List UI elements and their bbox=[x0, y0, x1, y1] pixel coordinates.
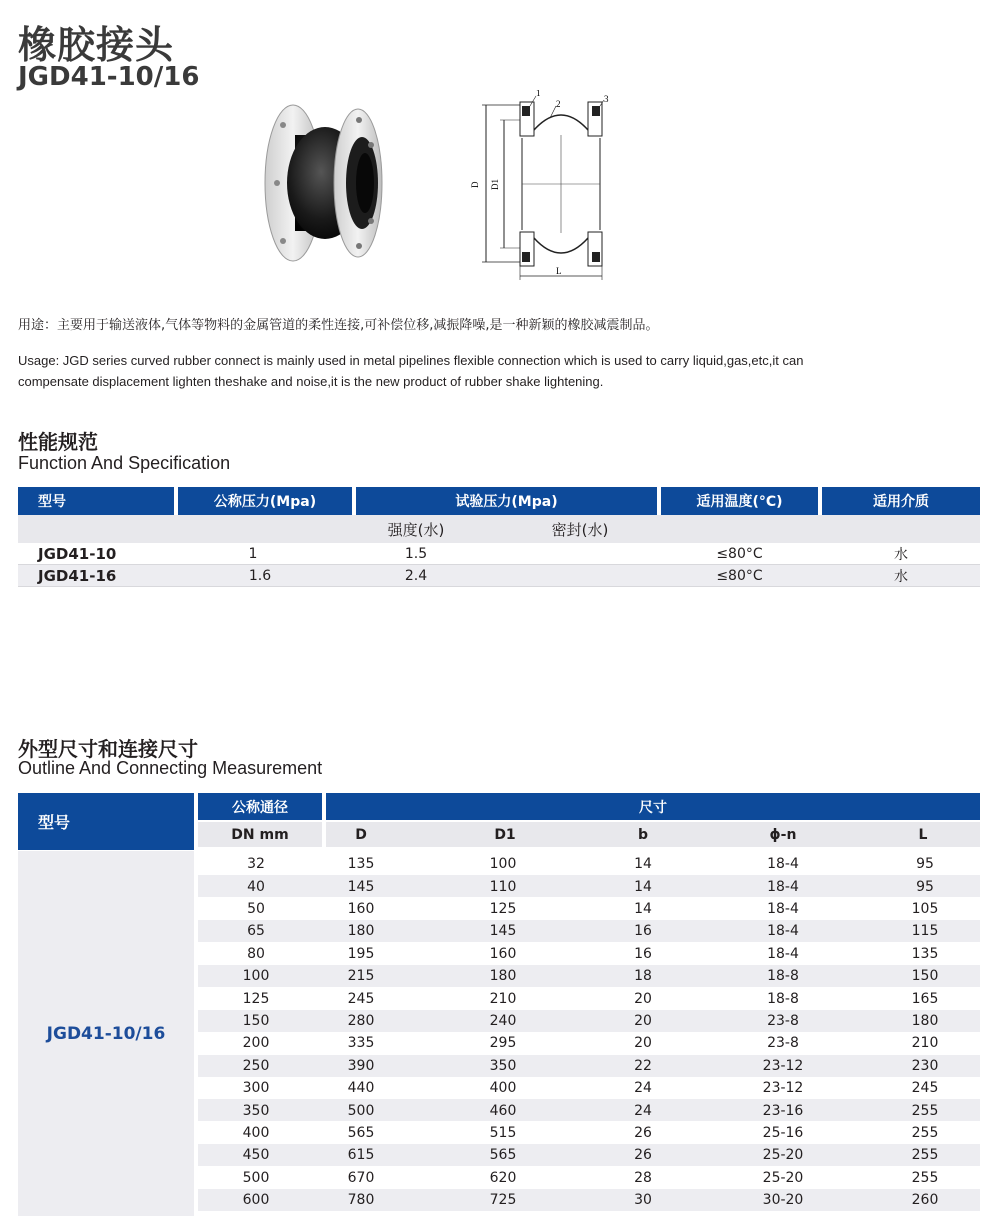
label-2: 2 bbox=[556, 99, 561, 109]
table-cell: 500 bbox=[242, 1169, 270, 1186]
table-cell: 245 bbox=[911, 1080, 939, 1097]
table-cell: 20 bbox=[634, 1035, 652, 1052]
label-1: 1 bbox=[536, 90, 541, 98]
table-row bbox=[198, 1144, 980, 1166]
table-cell: 18-4 bbox=[767, 856, 799, 873]
table-cell: 65 bbox=[247, 923, 265, 940]
product-photo bbox=[255, 95, 390, 275]
table-cell: 100 bbox=[242, 968, 270, 985]
table-cell: 24 bbox=[634, 1080, 652, 1097]
table-cell: 250 bbox=[242, 1057, 270, 1074]
table-cell: 350 bbox=[242, 1102, 270, 1119]
table-cell: 165 bbox=[911, 990, 939, 1007]
table-cell: 95 bbox=[916, 856, 934, 873]
table-cell: 440 bbox=[347, 1080, 375, 1097]
usage-en-line2: compensate displacement lighten theshake and noise,it is the new product of rubber shake lightening. bbox=[18, 374, 604, 389]
table-row bbox=[198, 1167, 980, 1189]
table-cell: 25-20 bbox=[762, 1169, 804, 1186]
dim-model-cell bbox=[18, 851, 194, 1216]
table-cell: 125 bbox=[242, 990, 270, 1007]
spec-cell-model: JGD41-10 bbox=[38, 544, 117, 563]
table-cell: 450 bbox=[242, 1147, 270, 1164]
usage-cn: 用途：主要用于输送液体,气体等物料的金属管道的柔性连接,可补偿位移,减振降噪,是一种新颖的橡胶减震制品。 bbox=[18, 318, 659, 333]
table-cell: 110 bbox=[489, 878, 517, 895]
table-cell: 670 bbox=[347, 1169, 375, 1186]
table-cell: 135 bbox=[347, 856, 375, 873]
spec-cell-medium: 水 bbox=[894, 568, 908, 585]
table-cell: 18-4 bbox=[767, 923, 799, 940]
table-cell: 255 bbox=[911, 1102, 939, 1119]
table-cell: 18-4 bbox=[767, 878, 799, 895]
table-row bbox=[198, 987, 980, 1009]
table-cell: 14 bbox=[634, 878, 652, 895]
spec-cell-model: JGD41-16 bbox=[38, 566, 117, 585]
usage-en bbox=[18, 350, 978, 392]
spec-cell-temp: ≤80°C bbox=[716, 545, 763, 562]
usage-en-line1: Usage: JGD series curved rubber connect is mainly used in metal pipelines flexible connection which is used to carry liquid,gas,etc,it can bbox=[18, 353, 804, 368]
table-cell: 280 bbox=[347, 1012, 375, 1029]
table-cell: 23-8 bbox=[767, 1035, 799, 1052]
table-cell: 150 bbox=[242, 1012, 270, 1029]
table-cell: 18 bbox=[634, 968, 652, 985]
dim-col-D: D bbox=[355, 826, 367, 843]
table-row bbox=[198, 965, 980, 987]
table-cell: 95 bbox=[916, 878, 934, 895]
spec-sub-strength: 强度(水) bbox=[387, 520, 445, 539]
table-row bbox=[198, 943, 980, 965]
table-row bbox=[198, 853, 980, 875]
table-cell: 255 bbox=[911, 1169, 939, 1186]
table-row bbox=[198, 1032, 980, 1054]
table-row bbox=[198, 1189, 980, 1211]
spec-header-pressure: 公称压力(Mpa) bbox=[178, 487, 352, 515]
table-cell: 230 bbox=[911, 1057, 939, 1074]
table-cell: 105 bbox=[911, 900, 939, 917]
table-cell: 26 bbox=[634, 1147, 652, 1164]
technical-drawing bbox=[470, 90, 620, 285]
table-cell: 23-12 bbox=[762, 1057, 804, 1074]
table-cell: 18-8 bbox=[767, 990, 799, 1007]
dim-col-phi-n: ϕ-n bbox=[769, 826, 797, 843]
table-cell: 400 bbox=[489, 1080, 517, 1097]
table-cell: 260 bbox=[911, 1192, 939, 1209]
dim-col-D1: D1 bbox=[494, 826, 516, 843]
dim-col-L: L bbox=[918, 826, 928, 843]
table-cell: 40 bbox=[247, 878, 265, 895]
table-cell: 23-8 bbox=[767, 1012, 799, 1029]
spec-header-test-pressure: 试验压力(Mpa) bbox=[356, 487, 657, 515]
table-row bbox=[198, 875, 980, 897]
table-cell: 145 bbox=[489, 923, 517, 940]
table-cell: 26 bbox=[634, 1124, 652, 1141]
table-cell: 18-4 bbox=[767, 900, 799, 917]
table-cell: 30-20 bbox=[762, 1192, 804, 1209]
table-cell: 255 bbox=[911, 1147, 939, 1164]
dim-col-b: b bbox=[637, 826, 649, 843]
table-cell: 22 bbox=[634, 1057, 652, 1074]
table-cell: 145 bbox=[347, 878, 375, 895]
dim-col-dn: DN mm bbox=[198, 822, 322, 847]
table-cell: 50 bbox=[247, 900, 265, 917]
table-cell: 460 bbox=[489, 1102, 517, 1119]
table-cell: 500 bbox=[347, 1102, 375, 1119]
table-row bbox=[198, 1122, 980, 1144]
table-cell: 23-12 bbox=[762, 1080, 804, 1097]
spec-title-cn: 性能规范 bbox=[18, 430, 98, 454]
table-cell: 240 bbox=[489, 1012, 517, 1029]
table-cell: 615 bbox=[347, 1147, 375, 1164]
table-cell: 24 bbox=[634, 1102, 652, 1119]
table-cell: 350 bbox=[489, 1057, 517, 1074]
spec-cell-medium: 水 bbox=[894, 546, 908, 563]
label-D1: D1 bbox=[490, 179, 500, 190]
dim-header-size: 尺寸 bbox=[326, 793, 980, 820]
spec-header-model: 型号 bbox=[18, 487, 174, 515]
dim-title-en: Outline And Connecting Measurement bbox=[18, 758, 323, 778]
spec-title-en: Function And Specification bbox=[18, 453, 231, 473]
table-cell: 300 bbox=[242, 1080, 270, 1097]
table-cell: 30 bbox=[634, 1192, 652, 1209]
spec-cell-strength: 2.4 bbox=[404, 567, 428, 584]
table-row bbox=[198, 1055, 980, 1077]
dim-header-dn: 公称通径 bbox=[198, 793, 322, 820]
table-cell: 725 bbox=[489, 1192, 517, 1209]
table-cell: 28 bbox=[634, 1169, 652, 1186]
dim-header-model: 型号 bbox=[18, 793, 194, 850]
table-cell: 16 bbox=[634, 923, 652, 940]
table-cell: 150 bbox=[911, 968, 939, 985]
table-cell: 20 bbox=[634, 1012, 652, 1029]
table-cell: 210 bbox=[489, 990, 517, 1007]
table-cell: 565 bbox=[489, 1147, 517, 1164]
spec-subheader-row bbox=[18, 515, 980, 543]
table-cell: 515 bbox=[489, 1124, 517, 1141]
table-cell: 390 bbox=[347, 1057, 375, 1074]
table-cell: 180 bbox=[911, 1012, 939, 1029]
table-cell: 215 bbox=[347, 968, 375, 985]
table-cell: 14 bbox=[634, 856, 652, 873]
spec-cell-strength: 1.5 bbox=[404, 545, 428, 562]
label-L: L bbox=[556, 266, 562, 276]
table-cell: 210 bbox=[911, 1035, 939, 1052]
table-cell: 100 bbox=[489, 856, 517, 873]
spec-header-medium: 适用介质 bbox=[822, 487, 980, 515]
model-title: JGD41-10/16 bbox=[18, 62, 200, 92]
table-row bbox=[198, 920, 980, 942]
dim-model-name: JGD41-10/16 bbox=[46, 1023, 166, 1044]
spec-sub-seal: 密封(水) bbox=[551, 520, 609, 539]
table-row bbox=[198, 1077, 980, 1099]
page-title: 橡胶接头 bbox=[18, 23, 175, 67]
table-cell: 180 bbox=[489, 968, 517, 985]
table-cell: 335 bbox=[347, 1035, 375, 1052]
table-cell: 23-16 bbox=[762, 1102, 804, 1119]
spec-cell-pressure: 1 bbox=[248, 545, 258, 562]
table-cell: 780 bbox=[347, 1192, 375, 1209]
table-cell: 18-4 bbox=[767, 945, 799, 962]
table-cell: 14 bbox=[634, 900, 652, 917]
table-cell: 16 bbox=[634, 945, 652, 962]
table-row bbox=[198, 1099, 980, 1121]
table-cell: 295 bbox=[489, 1035, 517, 1052]
table-cell: 200 bbox=[242, 1035, 270, 1052]
table-cell: 135 bbox=[911, 945, 939, 962]
spec-header-temp: 适用温度(°C) bbox=[661, 487, 818, 515]
table-cell: 115 bbox=[911, 923, 939, 940]
table-row bbox=[198, 1010, 980, 1032]
table-cell: 565 bbox=[347, 1124, 375, 1141]
table-cell: 20 bbox=[634, 990, 652, 1007]
table-cell: 32 bbox=[247, 856, 265, 873]
table-cell: 620 bbox=[489, 1169, 517, 1186]
table-cell: 255 bbox=[911, 1124, 939, 1141]
table-cell: 25-16 bbox=[762, 1124, 804, 1141]
table-cell: 160 bbox=[489, 945, 517, 962]
table-cell: 125 bbox=[489, 900, 517, 917]
label-D: D bbox=[470, 181, 480, 188]
table-cell: 160 bbox=[347, 900, 375, 917]
table-cell: 80 bbox=[247, 945, 265, 962]
spec-cell-pressure: 1.6 bbox=[248, 567, 272, 584]
dim-title-cn: 外型尺寸和连接尺寸 bbox=[18, 737, 198, 761]
table-cell: 600 bbox=[242, 1192, 270, 1209]
table-cell: 18-8 bbox=[767, 968, 799, 985]
label-3: 3 bbox=[604, 94, 609, 104]
table-row bbox=[198, 898, 980, 920]
table-cell: 400 bbox=[242, 1124, 270, 1141]
table-cell: 195 bbox=[347, 945, 375, 962]
table-cell: 25-20 bbox=[762, 1147, 804, 1164]
table-cell: 245 bbox=[347, 990, 375, 1007]
spec-cell-temp: ≤80°C bbox=[716, 567, 763, 584]
table-cell: 180 bbox=[347, 923, 375, 940]
spec-divider bbox=[18, 586, 980, 587]
